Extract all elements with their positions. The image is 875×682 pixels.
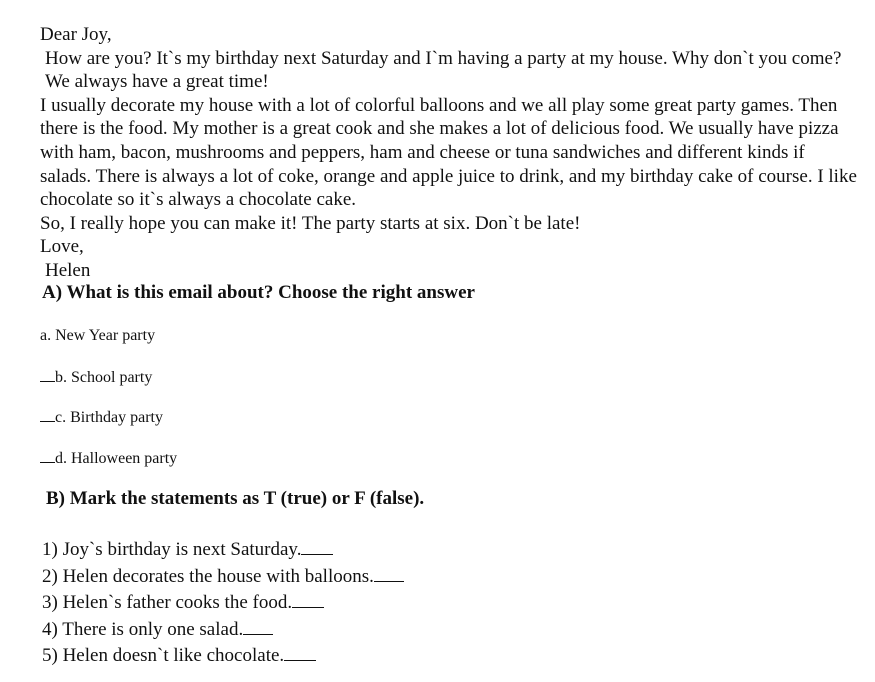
option-a <box>40 327 155 345</box>
answer-line[interactable] <box>374 565 404 582</box>
letter <box>40 23 860 283</box>
letter-signature: Helen <box>45 259 91 281</box>
statement-item <box>42 537 404 564</box>
option-label: d. Halloween party <box>55 450 178 467</box>
statement-text: 2) Helen decorates the house with balloons. <box>42 565 374 587</box>
answer-line[interactable] <box>284 644 316 661</box>
section-b-title: B) Mark the statements as T (true) or F (false). <box>46 488 425 509</box>
statement-item <box>42 564 404 591</box>
statement-item <box>42 590 404 617</box>
statement-text: 3) Helen`s father cooks the food. <box>42 592 293 614</box>
answer-line[interactable] <box>292 591 324 608</box>
statement-list <box>42 537 404 670</box>
answer-line[interactable] <box>243 618 273 635</box>
statement-text: 1) Joy`s birthday is next Saturday. <box>42 539 302 560</box>
answer-blank[interactable] <box>40 367 55 382</box>
statement-item <box>42 617 404 644</box>
statement-text: 4) There is only one salad. <box>42 618 244 640</box>
option-label: a. New Year party <box>40 327 156 344</box>
letter-paragraph: So, I really hope you can make it! The party starts at six. Don`t be late! <box>40 212 581 234</box>
option-c[interactable] <box>40 407 163 427</box>
answer-blank[interactable] <box>40 407 55 422</box>
letter-paragraph: How are you? It`s my birthday next Saturday and I`m having a party at my house. Why don`t you come? We always have a great time! <box>45 47 842 93</box>
answer-line[interactable] <box>301 538 333 555</box>
letter-closing: Love, <box>40 236 84 258</box>
statement-text: 5) Helen doesn`t like chocolate. <box>42 645 285 667</box>
option-b[interactable] <box>40 367 152 387</box>
option-d[interactable] <box>40 448 177 468</box>
letter-greeting: Dear Joy, <box>40 24 112 45</box>
option-label: b. School party <box>55 369 153 386</box>
statement-item <box>42 643 404 670</box>
option-label: c. Birthday party <box>55 409 163 426</box>
answer-blank[interactable] <box>40 448 55 463</box>
section-a-title: A) What is this email about? Choose the right answer <box>42 282 475 303</box>
letter-paragraph: I usually decorate my house with a lot of colorful balloons and we all play some great party games. Then there is the food. My mother is a great cook and she makes a lot of delicious food. We usually have pizza with ham, bacon, mushrooms and peppers, ham and cheese or tuna sandwiches and different kinds if salads. There is always a lot of coke, orange and apple juice to drink, and my birthday cake of course. I like chocolate so it`s always a chocolate cake. <box>40 94 857 211</box>
